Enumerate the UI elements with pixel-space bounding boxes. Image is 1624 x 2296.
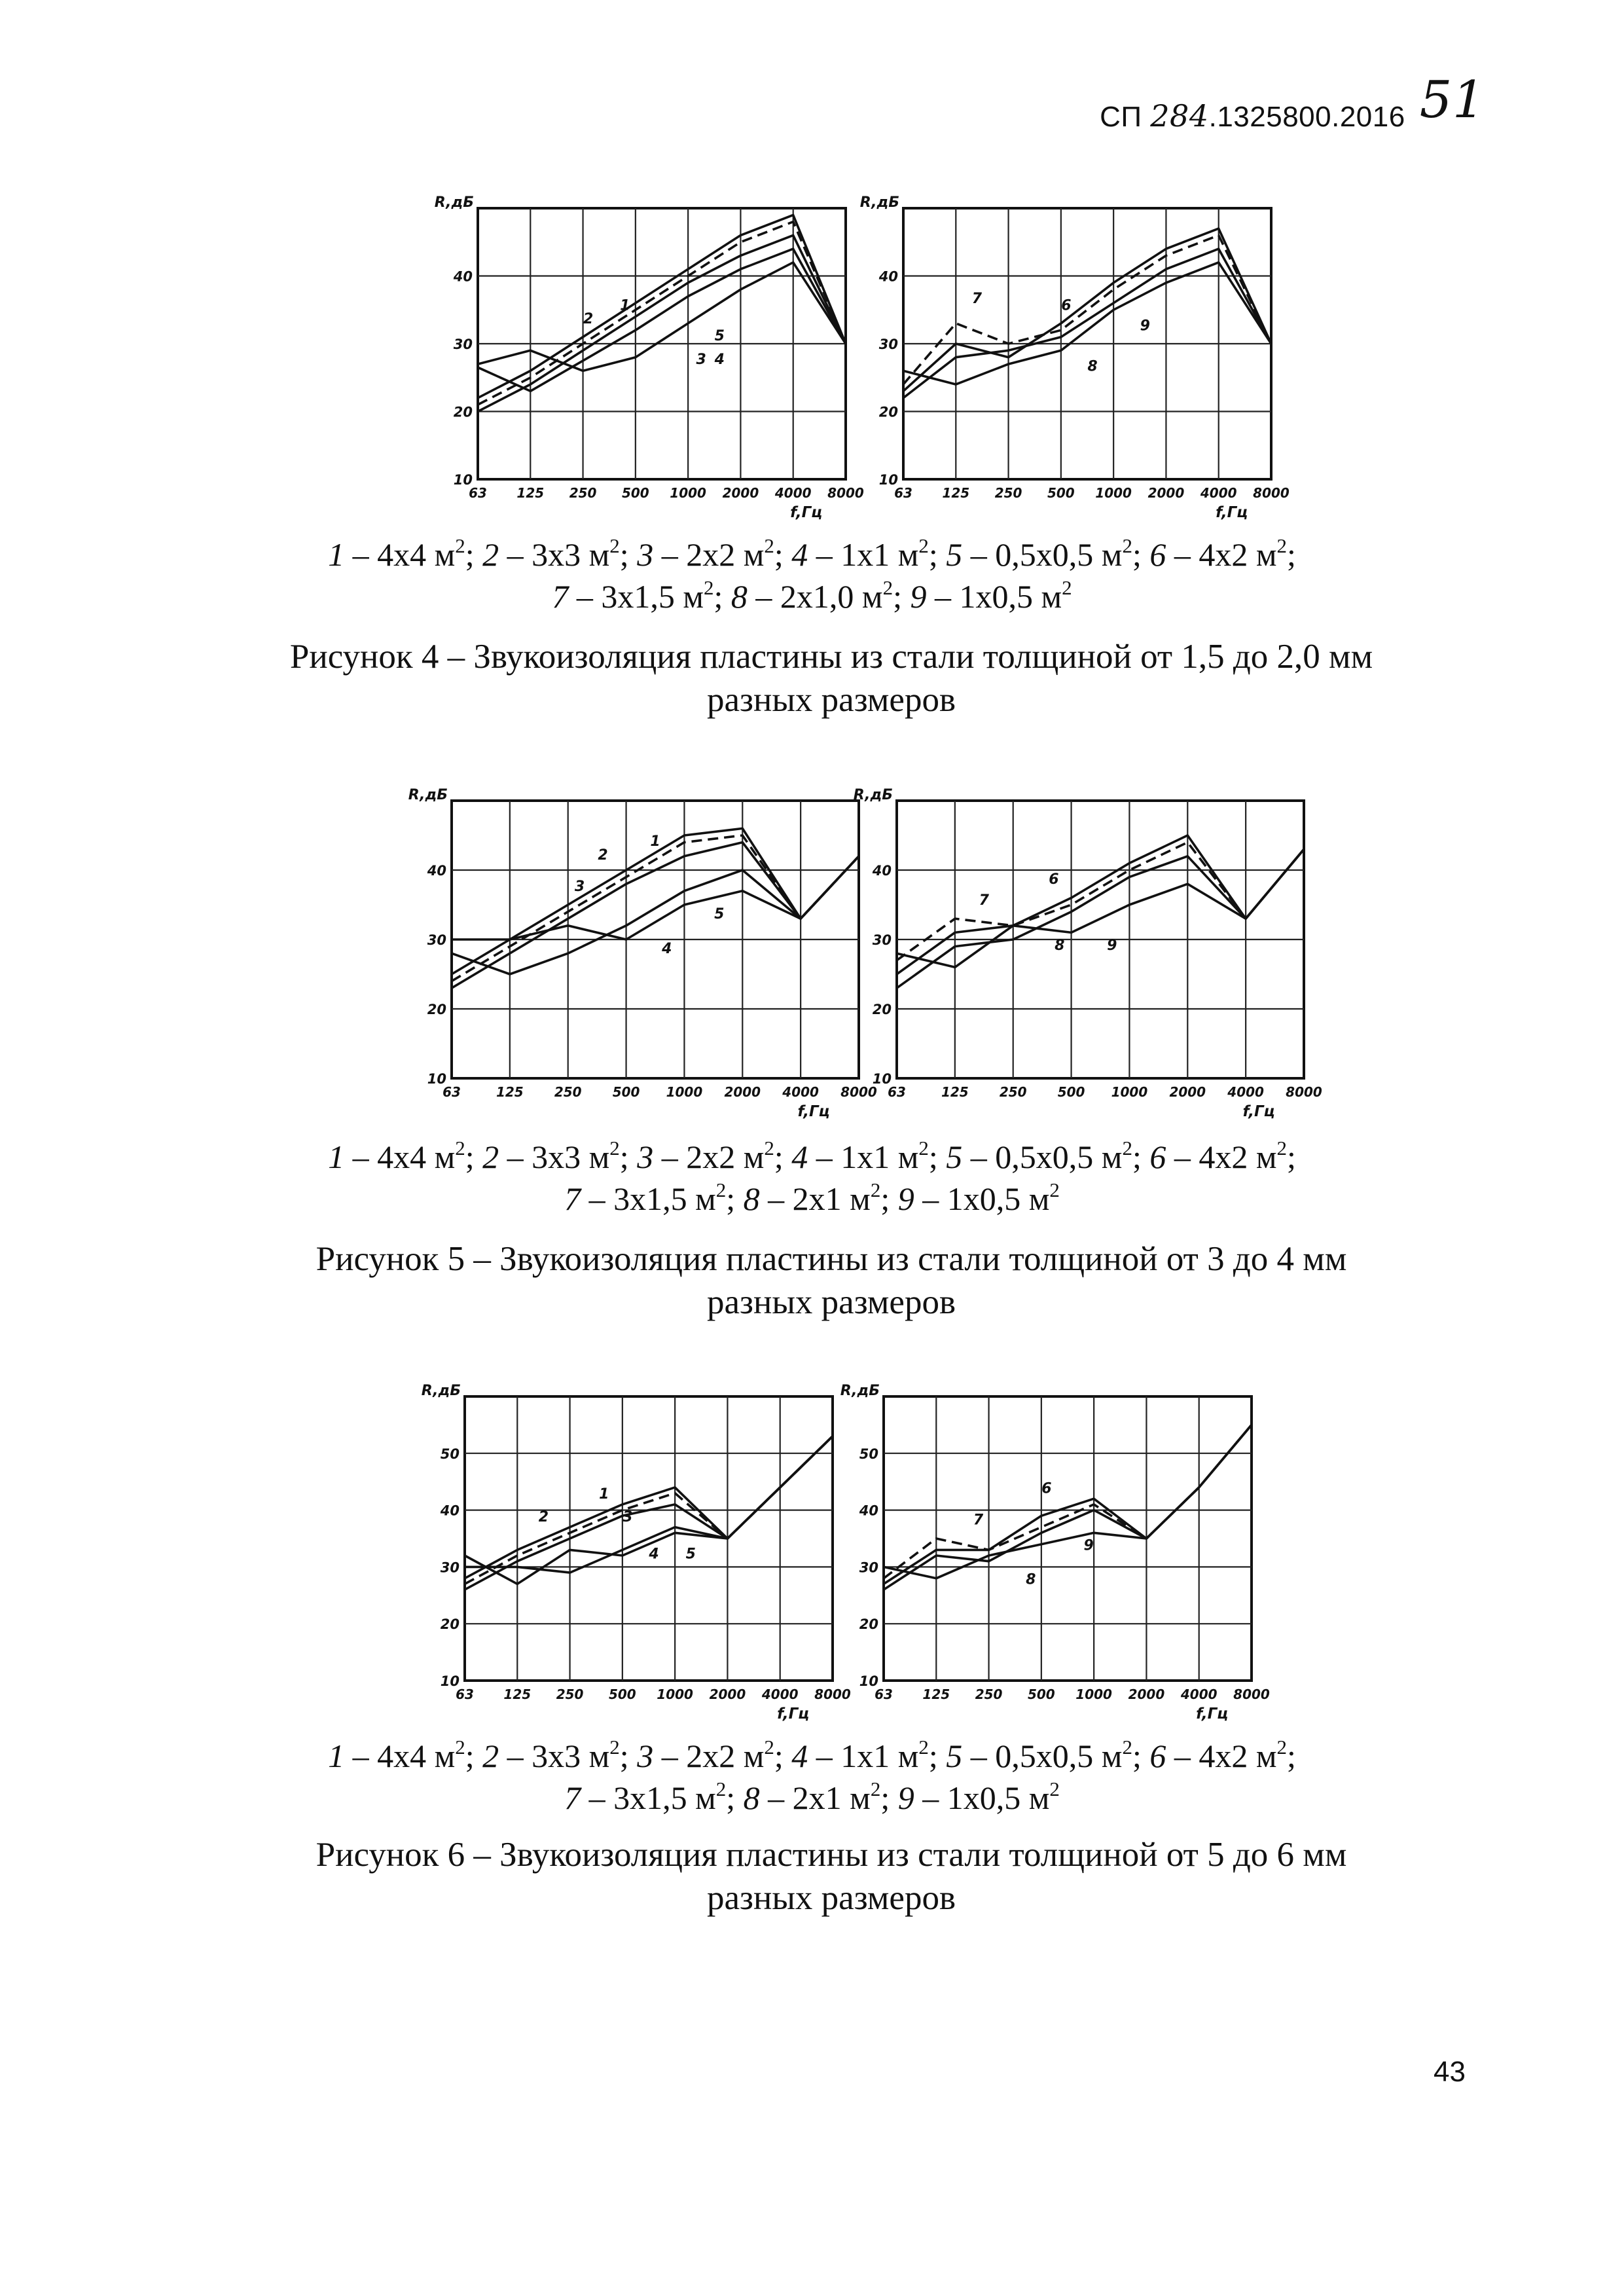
legend-superscript: 2 bbox=[455, 534, 465, 558]
x-tick-label: 2000 bbox=[1147, 485, 1185, 501]
figure-5-left-chart bbox=[408, 787, 877, 1123]
caption-line: Рисунок 5 – Звукоизоляция пластины из стали толщиной от 3 до 4 мм bbox=[316, 1240, 1347, 1278]
page-number: 43 bbox=[1434, 2056, 1466, 2088]
x-tick-label: 2000 bbox=[1169, 1084, 1206, 1100]
handwritten-page-number: 51 bbox=[1419, 71, 1485, 130]
legend-text: – 3х3 м bbox=[499, 536, 610, 573]
legend-number: 3 bbox=[637, 1139, 654, 1175]
x-tick-label: 500 bbox=[1057, 1084, 1085, 1100]
legend-number: 4 bbox=[791, 1738, 808, 1774]
y-tick-label: 20 bbox=[878, 404, 898, 420]
y-tick-label: 50 bbox=[859, 1446, 878, 1462]
legend-text: – 4х2 м bbox=[1166, 1139, 1277, 1175]
curve-label: 1 bbox=[620, 297, 630, 314]
legend-number: 3 bbox=[637, 1738, 654, 1774]
curve-label: 8 bbox=[1087, 358, 1098, 375]
legend-text: – 0,5х0,5 м bbox=[962, 1738, 1123, 1774]
legend-separator: ; bbox=[1132, 1139, 1150, 1175]
curve-label: 5 bbox=[714, 906, 725, 923]
legend-number: 2 bbox=[482, 1139, 499, 1175]
legend-text: – 2х2 м bbox=[653, 536, 765, 573]
curve-label: 2 bbox=[598, 847, 608, 864]
x-tick-label: 125 bbox=[941, 1084, 969, 1100]
figure-6-caption bbox=[216, 1833, 1447, 1920]
legend-number: 6 bbox=[1149, 536, 1166, 573]
figure-5-legend bbox=[0, 1136, 1624, 1220]
legend-number: 9 bbox=[897, 1779, 914, 1816]
x-tick-label: 125 bbox=[922, 1686, 950, 1702]
legend-superscript: 2 bbox=[1049, 1777, 1060, 1801]
series-7-line bbox=[897, 843, 1304, 960]
legend-separator: ; bbox=[928, 1738, 947, 1774]
legend-separator: ; bbox=[465, 1139, 483, 1175]
x-tick-label: 4000 bbox=[1227, 1084, 1264, 1100]
x-axis-label: f,Гц bbox=[790, 504, 823, 521]
legend-separator: ; bbox=[928, 1139, 947, 1175]
x-tick-label: 500 bbox=[612, 1084, 640, 1100]
legend-superscript: 2 bbox=[715, 1777, 727, 1801]
legend-text: – 3х1,5 м bbox=[581, 1180, 716, 1217]
x-tick-label: 63 bbox=[894, 485, 912, 501]
legend-separator: ; bbox=[893, 578, 911, 615]
x-tick-label: 1000 bbox=[657, 1686, 693, 1702]
curve-label: 4 bbox=[649, 1546, 659, 1563]
y-tick-label: 10 bbox=[872, 1071, 892, 1087]
curve-label: 5 bbox=[685, 1546, 696, 1563]
curve-label: 7 bbox=[979, 892, 989, 909]
x-tick-label: 63 bbox=[875, 1686, 893, 1702]
legend-text: – 1х0,5 м bbox=[926, 578, 1062, 615]
y-tick-label: 10 bbox=[878, 472, 898, 488]
x-tick-label: 250 bbox=[975, 1686, 1003, 1702]
legend-number: 6 bbox=[1149, 1738, 1166, 1774]
x-tick-label: 2000 bbox=[1128, 1686, 1165, 1702]
series-6-line bbox=[897, 835, 1304, 974]
legend-superscript: 2 bbox=[1122, 1736, 1132, 1759]
legend-superscript: 2 bbox=[870, 1777, 881, 1801]
x-tick-label: 1000 bbox=[1095, 485, 1132, 501]
x-tick-label: 1000 bbox=[1111, 1084, 1148, 1100]
y-axis-label: R,дБ bbox=[434, 194, 474, 211]
y-tick-label: 10 bbox=[440, 1673, 460, 1689]
y-axis-label: R,дБ bbox=[840, 1383, 880, 1399]
x-tick-label: 63 bbox=[456, 1686, 474, 1702]
legend-line bbox=[0, 1178, 1624, 1220]
legend-number: 8 bbox=[731, 578, 748, 615]
x-tick-label: 2000 bbox=[709, 1686, 746, 1702]
curve-label: 4 bbox=[662, 941, 672, 958]
legend-number: 1 bbox=[328, 536, 345, 573]
legend-separator: ; bbox=[619, 536, 638, 573]
figure-5-caption bbox=[216, 1237, 1447, 1324]
x-tick-label: 63 bbox=[442, 1084, 461, 1100]
legend-superscript: 2 bbox=[918, 534, 929, 558]
x-axis-label: f,Гц bbox=[1242, 1103, 1275, 1120]
legend-superscript: 2 bbox=[1049, 1178, 1060, 1202]
legend-number: 4 bbox=[791, 1139, 808, 1175]
x-tick-label: 8000 bbox=[827, 485, 864, 501]
legend-line bbox=[0, 534, 1624, 575]
handwritten-code-number: 284 bbox=[1150, 98, 1209, 134]
x-tick-label: 63 bbox=[888, 1084, 906, 1100]
legend-superscript: 2 bbox=[704, 576, 714, 600]
caption-line: Рисунок 6 – Звукоизоляция пластины из стали толщиной от 5 до 6 мм bbox=[316, 1836, 1347, 1874]
legend-superscript: 2 bbox=[715, 1178, 727, 1202]
curve-label: 9 bbox=[1140, 318, 1150, 335]
legend-number: 7 bbox=[564, 1779, 581, 1816]
legend-text: – 0,5х0,5 м bbox=[962, 536, 1123, 573]
code-suffix: .1325800.2016 bbox=[1208, 101, 1405, 133]
legend-text: – 1х0,5 м bbox=[914, 1779, 1050, 1816]
legend-text: – 3х1,5 м bbox=[568, 578, 704, 615]
series-5-line bbox=[478, 263, 846, 371]
y-tick-label: 30 bbox=[453, 337, 473, 352]
legend-number: 8 bbox=[743, 1779, 760, 1816]
x-tick-label: 250 bbox=[994, 485, 1022, 501]
legend-superscript: 2 bbox=[764, 1137, 774, 1160]
series-3-line bbox=[478, 235, 846, 411]
series-9-line bbox=[897, 849, 1304, 967]
series-1-line bbox=[478, 215, 846, 397]
x-tick-label: 250 bbox=[999, 1084, 1027, 1100]
legend-superscript: 2 bbox=[764, 1736, 774, 1759]
figure-4-caption bbox=[216, 635, 1447, 721]
curve-label: 1 bbox=[599, 1486, 609, 1503]
curve-label: 3 bbox=[696, 352, 706, 369]
series-5-line bbox=[452, 856, 859, 939]
legend-separator: ; bbox=[928, 536, 947, 573]
y-axis-label: R,дБ bbox=[421, 1383, 461, 1399]
figure-6-legend bbox=[0, 1735, 1624, 1819]
legend-superscript: 2 bbox=[918, 1736, 929, 1759]
y-tick-label: 30 bbox=[872, 932, 892, 948]
legend-separator: ; bbox=[465, 536, 483, 573]
y-tick-label: 40 bbox=[872, 863, 892, 879]
legend-separator: ; bbox=[465, 1738, 483, 1774]
legend-superscript: 2 bbox=[1276, 1736, 1287, 1759]
y-tick-label: 40 bbox=[440, 1503, 460, 1519]
x-tick-label: 8000 bbox=[1286, 1084, 1322, 1100]
x-tick-label: 125 bbox=[516, 485, 545, 501]
legend-line bbox=[0, 1136, 1624, 1178]
legend-separator: ; bbox=[774, 1738, 792, 1774]
legend-separator: ; bbox=[880, 1779, 898, 1816]
caption-line: разных размеров bbox=[707, 1879, 956, 1917]
legend-superscript: 2 bbox=[918, 1137, 929, 1160]
legend-text: – 3х3 м bbox=[499, 1738, 610, 1774]
y-tick-label: 40 bbox=[859, 1503, 878, 1519]
caption-line: Рисунок 4 – Звукоизоляция пластины из стали толщиной от 1,5 до 2,0 мм bbox=[289, 638, 1373, 676]
x-tick-label: 250 bbox=[569, 485, 597, 501]
legend-superscript: 2 bbox=[764, 534, 774, 558]
x-tick-label: 8000 bbox=[1233, 1686, 1270, 1702]
legend-text: – 4х4 м bbox=[344, 1139, 456, 1175]
document-code bbox=[1100, 71, 1485, 139]
legend-text: – 4х2 м bbox=[1166, 1738, 1277, 1774]
legend-superscript: 2 bbox=[1122, 534, 1132, 558]
legend-number: 7 bbox=[552, 578, 569, 615]
legend-superscript: 2 bbox=[1276, 534, 1287, 558]
legend-superscript: 2 bbox=[1122, 1137, 1132, 1160]
legend-number: 5 bbox=[946, 1738, 963, 1774]
series-6-line bbox=[884, 1425, 1252, 1584]
legend-superscript: 2 bbox=[1276, 1137, 1287, 1160]
legend-superscript: 2 bbox=[609, 534, 620, 558]
curve-label: 9 bbox=[1083, 1537, 1094, 1554]
legend-separator: ; bbox=[726, 1180, 744, 1217]
legend-separator: ; bbox=[619, 1738, 638, 1774]
x-tick-label: 500 bbox=[1027, 1686, 1055, 1702]
figure-4-legend bbox=[0, 534, 1624, 617]
legend-text: – 2х1,0 м bbox=[747, 578, 883, 615]
x-tick-label: 4000 bbox=[761, 1686, 799, 1702]
legend-text: – 1х1 м bbox=[808, 536, 919, 573]
figure-5-right-chart bbox=[853, 787, 1322, 1123]
y-tick-label: 30 bbox=[878, 337, 898, 352]
y-axis-label: R,дБ bbox=[859, 194, 899, 211]
x-tick-label: 2000 bbox=[722, 485, 759, 501]
y-axis-label: R,дБ bbox=[408, 787, 448, 803]
curve-label: 8 bbox=[1055, 937, 1065, 954]
y-tick-label: 20 bbox=[872, 1002, 892, 1017]
legend-text: – 2х1 м bbox=[759, 1180, 871, 1217]
y-tick-label: 50 bbox=[440, 1446, 460, 1462]
curve-label: 6 bbox=[1061, 297, 1072, 314]
legend-text: – 4х2 м bbox=[1166, 536, 1277, 573]
x-axis-label: f,Гц bbox=[1216, 504, 1248, 521]
y-tick-label: 30 bbox=[859, 1559, 878, 1576]
x-tick-label: 1000 bbox=[666, 1084, 703, 1100]
series-4-line bbox=[452, 856, 859, 974]
legend-separator: ; bbox=[1132, 536, 1150, 573]
legend-separator: ; bbox=[774, 1139, 792, 1175]
curve-label: 1 bbox=[650, 833, 660, 850]
x-tick-label: 4000 bbox=[782, 1084, 819, 1100]
legend-separator: ; bbox=[1286, 536, 1296, 573]
legend-superscript: 2 bbox=[882, 576, 893, 600]
figure-6-right-chart bbox=[840, 1383, 1270, 1725]
legend-text: – 2х1 м bbox=[759, 1779, 871, 1816]
legend-text: – 0,5х0,5 м bbox=[962, 1139, 1123, 1175]
legend-number: 4 bbox=[791, 536, 808, 573]
x-axis-label: f,Гц bbox=[1196, 1705, 1229, 1722]
legend-number: 1 bbox=[328, 1139, 345, 1175]
x-tick-label: 2000 bbox=[724, 1084, 761, 1100]
curve-label: 7 bbox=[971, 290, 983, 307]
curve-label: 2 bbox=[538, 1508, 549, 1525]
legend-number: 2 bbox=[482, 1738, 499, 1774]
x-tick-label: 4000 bbox=[1200, 485, 1237, 501]
x-tick-label: 500 bbox=[608, 1686, 636, 1702]
x-axis-label: f,Гц bbox=[777, 1705, 810, 1722]
curve-label: 8 bbox=[1026, 1571, 1036, 1588]
legend-line bbox=[0, 1777, 1624, 1819]
legend-number: 9 bbox=[897, 1180, 914, 1217]
curve-label: 7 bbox=[973, 1512, 984, 1529]
legend-text: – 3х1,5 м bbox=[581, 1779, 716, 1816]
legend-separator: ; bbox=[726, 1779, 744, 1816]
legend-text: – 1х1 м bbox=[808, 1139, 919, 1175]
y-tick-label: 30 bbox=[427, 932, 446, 948]
caption-line: разных размеров bbox=[707, 1283, 956, 1321]
x-tick-label: 1000 bbox=[670, 485, 706, 501]
x-tick-label: 125 bbox=[496, 1084, 524, 1100]
figure-4-left-chart bbox=[434, 194, 864, 524]
y-tick-label: 40 bbox=[878, 268, 898, 285]
x-tick-label: 4000 bbox=[1180, 1686, 1218, 1702]
y-tick-label: 20 bbox=[427, 1002, 446, 1017]
curve-label: 4 bbox=[714, 352, 725, 369]
x-tick-label: 4000 bbox=[774, 485, 812, 501]
x-tick-label: 250 bbox=[556, 1686, 584, 1702]
x-tick-label: 8000 bbox=[814, 1686, 851, 1702]
legend-text: – 3х3 м bbox=[499, 1139, 610, 1175]
y-tick-label: 40 bbox=[427, 863, 446, 879]
legend-line bbox=[0, 575, 1624, 617]
y-axis-label: R,дБ bbox=[853, 787, 893, 803]
legend-number: 9 bbox=[910, 578, 927, 615]
legend-separator: ; bbox=[619, 1139, 638, 1175]
x-tick-label: 8000 bbox=[840, 1084, 877, 1100]
curve-label: 9 bbox=[1107, 937, 1117, 954]
y-tick-label: 40 bbox=[453, 268, 473, 285]
x-tick-label: 1000 bbox=[1075, 1686, 1112, 1702]
y-tick-label: 20 bbox=[440, 1616, 460, 1633]
legend-text: – 2х2 м bbox=[653, 1738, 765, 1774]
x-tick-label: 63 bbox=[469, 485, 487, 501]
curve-label: 3 bbox=[574, 878, 585, 895]
y-tick-label: 10 bbox=[427, 1071, 446, 1087]
legend-number: 5 bbox=[946, 536, 963, 573]
x-tick-label: 500 bbox=[621, 485, 649, 501]
curve-label: 2 bbox=[583, 310, 594, 327]
curve-label: 5 bbox=[714, 327, 725, 344]
legend-number: 5 bbox=[946, 1139, 963, 1175]
curve-label: 6 bbox=[1049, 871, 1059, 888]
legend-text: – 2х2 м bbox=[653, 1139, 765, 1175]
legend-superscript: 2 bbox=[609, 1137, 620, 1160]
x-tick-label: 250 bbox=[554, 1084, 582, 1100]
legend-superscript: 2 bbox=[870, 1178, 881, 1202]
legend-text: – 1х0,5 м bbox=[914, 1180, 1050, 1217]
x-tick-label: 8000 bbox=[1253, 485, 1290, 501]
legend-superscript: 2 bbox=[455, 1736, 465, 1759]
y-tick-label: 20 bbox=[453, 404, 473, 420]
legend-superscript: 2 bbox=[1062, 576, 1072, 600]
legend-number: 3 bbox=[637, 536, 654, 573]
y-tick-label: 20 bbox=[859, 1616, 878, 1633]
legend-separator: ; bbox=[1286, 1139, 1296, 1175]
legend-separator: ; bbox=[774, 536, 792, 573]
curve-label: 3 bbox=[623, 1508, 633, 1525]
curve-label: 6 bbox=[1041, 1480, 1052, 1497]
legend-text: – 4х4 м bbox=[344, 536, 456, 573]
legend-line bbox=[0, 1735, 1624, 1777]
legend-separator: ; bbox=[1132, 1738, 1150, 1774]
caption-line: разных размеров bbox=[707, 681, 956, 719]
y-tick-label: 10 bbox=[453, 472, 473, 488]
legend-number: 2 bbox=[482, 536, 499, 573]
legend-superscript: 2 bbox=[455, 1137, 465, 1160]
legend-text: – 4х4 м bbox=[344, 1738, 456, 1774]
legend-number: 8 bbox=[743, 1180, 760, 1217]
y-tick-label: 10 bbox=[859, 1673, 878, 1689]
legend-separator: ; bbox=[713, 578, 731, 615]
x-tick-label: 125 bbox=[503, 1686, 532, 1702]
code-prefix: СП bbox=[1100, 101, 1142, 133]
figure-4-right-chart bbox=[859, 194, 1290, 524]
legend-number: 1 bbox=[328, 1738, 345, 1774]
legend-number: 7 bbox=[564, 1180, 581, 1217]
legend-superscript: 2 bbox=[609, 1736, 620, 1759]
x-tick-label: 125 bbox=[942, 485, 970, 501]
legend-separator: ; bbox=[880, 1180, 898, 1217]
legend-separator: ; bbox=[1286, 1738, 1296, 1774]
figure-6-left-chart bbox=[421, 1383, 851, 1725]
legend-number: 6 bbox=[1149, 1139, 1166, 1175]
x-tick-label: 500 bbox=[1047, 485, 1075, 501]
legend-text: – 1х1 м bbox=[808, 1738, 919, 1774]
y-tick-label: 30 bbox=[440, 1559, 460, 1576]
x-axis-label: f,Гц bbox=[797, 1103, 830, 1120]
